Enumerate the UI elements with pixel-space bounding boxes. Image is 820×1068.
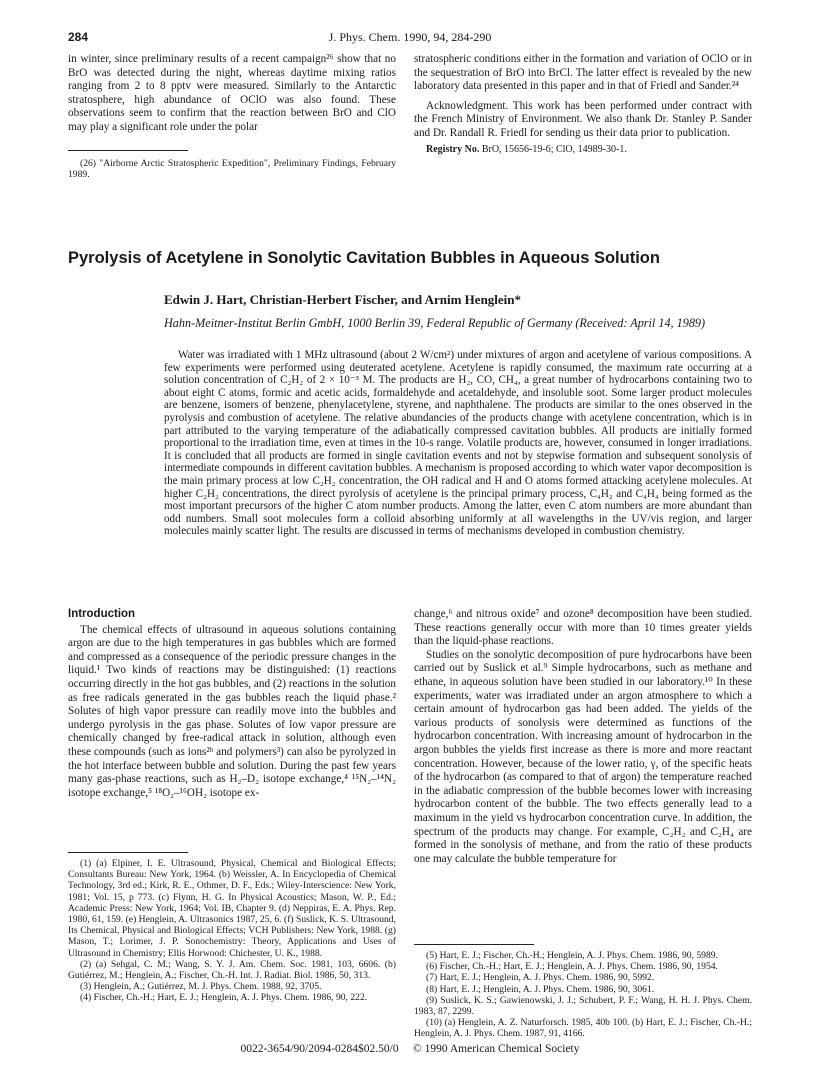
footnote-8: (8) Hart, E. J.; Henglein, A. J. Phys. Chem. 1986, 90, 3061. xyxy=(426,983,655,995)
page-number: 284 xyxy=(68,30,89,44)
footnote-26: (26) "Airborne Arctic Stratospheric Expedition", Preliminary Findings, February 1989. xyxy=(68,158,396,181)
abstract-text: Water was irradiated with 1 MHz ultrasound (about 2 W/cm²) under mixtures of argon and acetylene of various compositions. A few experiments were performed using deuterated acetylene. Acetylene is rapidly consumed, the maximum rate occurring at a solution concentration of C₂H₂ of 2 × 10⁻³ M. The products are H₂, CO, CH₄, a great number of hydrocarbons containing two to about eight C atoms, formic and acetic acids, formaldehyde and acetaldehyde, and insoluble soot. Some larger product molecules are benzene, isomers of benzene, phenylacetylene, styrene, and naphthalene. The products are similar to the ones observed in the pyrolysis and combustion of acetylene. The relative abundancies of the products change with acetylene concentration, which is in part attributed to the varying temperature of the adiabatically compressed cavitation bubbles. All products are initially formed proportional to the irradiation time, even at times in the 10-s range. Volatile products are, however, consumed in longer irradiations. It is concluded that all products are formed in single cavitation events and not by stepwise formation and subsequent sonolysis of intermediate compounds in different cavitation bubbles. A mechanism is proposed according to which water vapor decomposition is the main primary process at low C₂H₂ concentration, the OH radical and H and O atoms formed attacking acetylene molecules. At higher C₂H₂ concentrations, the direct pyrolysis of acetylene is the principal primary process, C₄H₂ and C₄H₄ being formed as the most important precursors of the higher C atom number products. Among the latter, even C atom numbers are more abundant than odd numbers. Small soot molecules form a colloid absorbing uniformly at all wavelengths in the UV/vis region, and larger molecules mainly scatter light. The results are discussed in terms of mechanisms developed in combustion chemistry. xyxy=(164,349,752,538)
section-heading-introduction: Introduction xyxy=(68,608,136,620)
footnote-9: (9) Suslick, K. S.; Gawienowski, J. J.; Schubert, P. F.; Wang, H. H. J. Phys. Chem. 1983, 87, 2299. xyxy=(414,994,752,1018)
registry-numbers xyxy=(414,143,752,157)
footnotes-right xyxy=(414,950,752,1040)
intro-left-column xyxy=(68,608,396,800)
footnote-10: (10) (a) Henglein, A. Z. Naturforsch. 1985, 40b 100. (b) Hart, E. J.; Fischer, Ch.-H.; Henglein, A. J. Phys. Chem. 1987, 91, 4166. xyxy=(414,1017,752,1040)
registry-text: BrO, 15656-19-6; ClO, 14989-30-1. xyxy=(481,143,627,155)
footnote-1: (1) (a) Elpiner, I. E. Ultrasound, Physical, Chemical and Biological Effects; Consultants Bureau: New York, 1964. (b) Weissler, A. In Encyclopedia of Chemical Technology, 3rd ed.; Kirk, R. E., Othmer, D. F., Eds.; Wiley-Interscience: New York, 1981; Vol. 15, p 773. (c) Flynn, H. G. In Physical Acoustics; Mason, W. P., Ed.; Academic Press: New York, 1964; Vol. IB, Chapter 9. (d) Neppiras, E. A. Phys. Rep. 1980, 61, 159. (e) Henglein, A. Ultrasonics 1987, 25, 6. (f) Suslick, K. S. Ultrasound, Its Chemical, Physical and Biological Effects; VCH Publishers: New York, 1988. (g) Mason, T.; Lorimer, J. P. Sonochemistry: Theory, Applications and Uses of Ultrasound in Chemistry; Ellis Horwood: Chichester, U. K., 1988. xyxy=(68,858,396,959)
article-affiliation: Hahn-Meitner-Institut Berlin GmbH, 1000 Berlin 39, Federal Republic of Germany (Received: April 14, 1989) xyxy=(164,316,706,330)
intro-right-text-2: Studies on the sonolytic decomposition of pure hydrocarbons have been carried out by Suslick et al.⁹ Simple hydrocarbons, such as methane and ethane, in aqueous solution have been studied in our laboratory.¹⁰ In these experiments, water was irradiated under an argon atmosphere to which a certain amount of hydrocarbon gas had been added. The yields of the various products of sonolysis were determined as functions of the hydrocarbon concentration. With increasing amount of hydrocarbon in the argon bubbles the yields first increase as there is more and more reactant concentration. However, because of the lower ratio, γ, of the specific heats of the hydrocarbon (as compared to that of argon) the temperature reached in the adiabatic compression of the bubble becomes lower with increasing hydrocarbon content of the bubble. The two effects generally lead to a maximum in the yield vs hydrocarbon concentration curve. In addition, the spectrum of the products may change. For example, C₂H₂ and C₂H₄ are formed in the sonolysis of methane, and from the ratio of these products one may calculate the bubble temperature for xyxy=(414,648,752,865)
article-authors: Edwin J. Hart, Christian-Herbert Fischer, and Arnim Henglein* xyxy=(164,292,522,307)
footer-code: 0022-3654/90/2094-0284$02.50/0 xyxy=(240,1043,399,1055)
prev-article-left-text: in winter, since preliminary results of a recent campaign²⁶ show that no BrO was detected during the night, whereas daytime mixing ratios ranging from 2 to 8 pptv were measured. Similarly to the Antarctic stratosphere, high abundance of OClO was also found. These observations seem to confirm that the reaction between BrO and ClO may play a significant role under the polar xyxy=(68,53,396,133)
intro-right-text-1: change,⁶ and nitrous oxide⁷ and ozone⁸ decomposition have been studied. These reactions generally occur with more than 10 times greater yields than the liquid-phase reactions. xyxy=(414,608,752,648)
prev-article-left xyxy=(68,53,396,135)
article-title: Pyrolysis of Acetylene in Sonolytic Cavitation Bubbles in Aqueous Solution xyxy=(68,249,660,267)
journal-header: J. Phys. Chem. 1990, 94, 284-290 xyxy=(328,30,492,44)
footnote-rule-left xyxy=(68,852,188,853)
intro-right-column xyxy=(414,608,752,866)
intro-left-text: The chemical effects of ultrasound in aqueous solutions containing argon are due to the high temperatures in gas bubbles which are formed and compressed as a consequence of the periodic pressure changes in the liquid.¹ Two kinds of reactions may be distinguished: (1) reactions occurring directly in the hot gas bubbles, and (2) reactions in the solution as free radicals generated in the gas bubbles reach the liquid phase.² Solutes of high vapor pressure can readily move into the bubbles and undergo pyrolysis in the gas phase. Solutes of low vapor pressure are chemically changed by free-radical attack in solution, although even these compounds (such as ions²ᵇ and polymers³) can also be pyrolyzed in the hot interface between bubble and solution. During the past few years many gas-phase reactions, such as H₂–D₂ isotope exchange,⁴ ¹⁵N₂–¹⁴N₂ isotope exchange,⁵ ¹⁸O₂–¹⁶OH₂ isotope ex- xyxy=(68,623,396,799)
footnote-rule xyxy=(68,150,188,151)
prev-article-right-text: stratospheric conditions either in the formation and variation of OClO or in the sequestration of BrO into BrCl. The latter effect is revealed by the new laboratory data presented in this paper and in that of Friedl and Sander.²⁴ xyxy=(414,53,752,93)
footnote-2: (2) (a) Sehgal, C. M.; Wang, S. Y. J. Am. Chem. Soc. 1981, 103, 6606. (b) Gutiérrez, M.; Henglein, A.; Fischer, Ch.-H. Int. J. Radiat. Biol. 1986, 50, 313. xyxy=(68,958,396,982)
acknowledgment: Acknowledgment. This work has been performed under contract with the French Ministry of Environment. We also thank Dr. Stanley P. Sander and Dr. Randall R. Friedl for sending us their data prior to publication. xyxy=(414,99,752,139)
abstract xyxy=(164,349,752,538)
page-footer xyxy=(0,1043,820,1055)
prev-article-right xyxy=(414,53,752,156)
registry-label: Registry No. xyxy=(426,143,480,155)
footnote-7: (7) Hart, E. J.; Henglein, A. J. Phys. Chem. 1986, 90, 5992. xyxy=(426,972,655,984)
footnote-rule-right xyxy=(414,944,534,945)
footnote-6: (6) Fischer, Ch.-H.; Hart, E. J.; Henglein, A. J. Phys. Chem. 1986, 90, 1954. xyxy=(426,961,718,973)
footnotes-left xyxy=(68,858,396,1004)
footnote-3: (3) Henglein, A.; Gutiérrez, M. J. Phys. Chem. 1988, 92, 3705. xyxy=(80,981,322,993)
footnote-4: (4) Fischer, Ch.-H.; Hart, E. J.; Henglein, A. J. Phys. Chem. 1986, 90, 222. xyxy=(80,992,368,1004)
footer-copyright: © 1990 American Chemical Society xyxy=(412,1043,580,1055)
footnote-5: (5) Hart, E. J.; Fischer, Ch.-H.; Henglein, A. J. Phys. Chem. 1986, 90, 5989. xyxy=(426,950,718,961)
